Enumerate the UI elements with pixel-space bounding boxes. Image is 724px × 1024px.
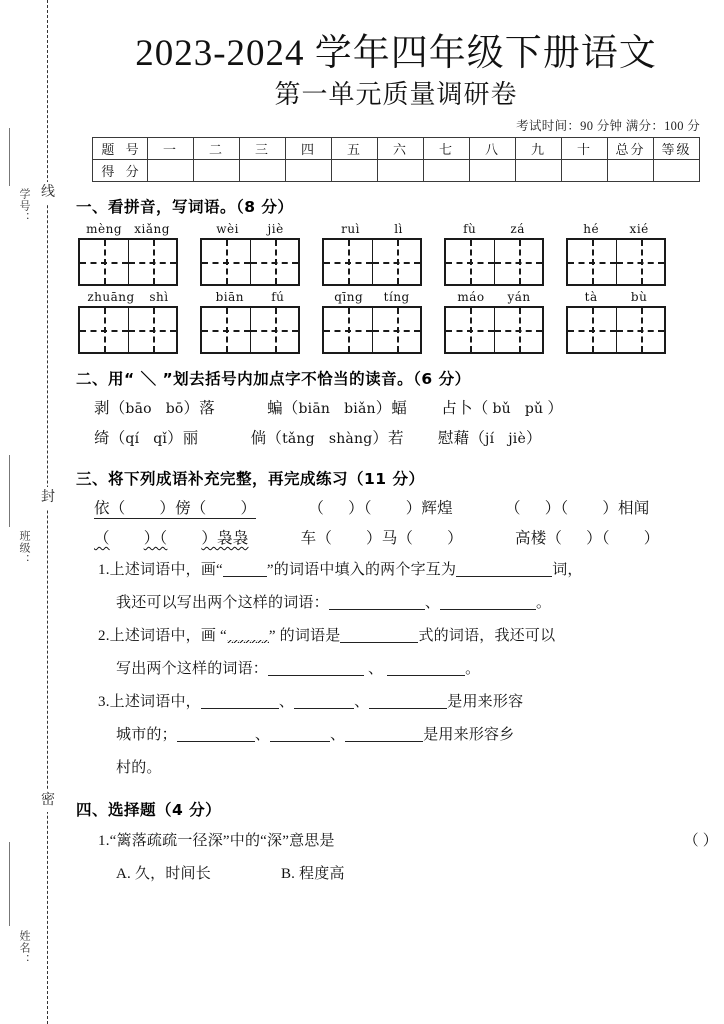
pinyin-text-ruili [322,222,422,237]
tianzige-box[interactable] [78,238,178,286]
tianzige-box[interactable] [566,238,666,286]
sub-question-text: 是用来形容乡 [423,727,515,743]
class-label: 班级： [18,530,30,566]
tianzige-cell[interactable] [372,240,420,284]
item-pre: 占卜（ [441,400,493,417]
tianzige-cell[interactable] [250,240,298,284]
pinyin-syllable: mèng [86,222,122,236]
pinyin-item-weijie [200,222,300,286]
tianzige-cell[interactable] [372,308,420,352]
sub-question-1-line-1 [98,554,724,587]
sub-question-number: 3. [98,694,110,710]
score-cell-2[interactable] [194,160,240,182]
page-subtitle: 第一单元质量调研卷 [274,80,518,109]
pinyin-syllable: zhuāng [87,290,135,304]
score-cell-grade[interactable] [654,160,700,182]
tianzige-cell[interactable] [324,308,372,352]
pinyin-syllable: fú [271,290,285,304]
sub-question-text: ” 的词语是 [268,628,341,644]
choice-question-number: 1. [98,833,110,849]
tianzige-cell[interactable] [494,240,542,284]
reading-option-b[interactable]: jiè [508,431,526,447]
tianzige-cell[interactable] [324,240,372,284]
option-a[interactable]: A. 久，时间长 [116,866,211,882]
pinyin-item-bianfu [200,290,300,354]
item-post: ） [525,430,542,447]
tianzige-box[interactable] [78,306,178,354]
item-pre: 蝙（ [267,400,299,417]
answer-blank[interactable] [177,726,255,742]
answer-blank[interactable] [340,627,418,643]
answer-blank[interactable] [268,660,364,676]
pinyin-syllable: biān [215,290,244,304]
idiom-part: ）（ [586,530,610,547]
tianzige-cell[interactable] [616,240,664,284]
tianzige-cell[interactable] [128,308,176,352]
seal-char-seal: 封 [39,487,57,509]
sub-question-text: 上述词语中，画 “ [109,628,227,644]
sub-question-2-line-1 [98,620,724,653]
pinyin-text-bianfu [200,290,300,305]
idiom-part: ）傍（ [159,500,207,517]
col-header-grade: 等级 [654,138,700,160]
pinyin-text-qingting [322,290,422,305]
tianzige-box[interactable] [566,306,666,354]
score-cell-7[interactable] [424,160,470,182]
item-post: ）蝠 [375,400,408,417]
pinyin-text-hexie [566,222,666,237]
tianzige-cell[interactable] [494,308,542,352]
pinyin-syllable: xiǎng [134,222,170,236]
sub-question-3-line-1 [98,686,724,719]
reading-option-b[interactable]: biǎn [344,401,376,417]
score-cell-1[interactable] [148,160,194,182]
pinyin-text-fuza [444,222,544,237]
sub-question-text: 我还可以写出两个这样的词语： [116,595,329,611]
exam-info-line: 考试时间：90 分钟 满分：100 分 [516,119,700,133]
row-label-score: 得 分 [93,160,148,182]
table-row-scores [93,160,700,182]
col-header-2: 二 [194,138,240,160]
idiom-underlined-wavy[interactable] [94,530,248,547]
pinyin-row-1 [78,222,724,286]
pinyin-syllable: xié [629,222,649,236]
col-header-7: 七 [424,138,470,160]
section-4-heading: 四、选择题（4 分） [76,801,222,819]
pronunciation-item[interactable] [438,430,542,447]
pinyin-item-fuza [444,222,544,286]
col-header-3: 三 [240,138,286,160]
pinyin-syllable: zá [510,222,525,236]
section-2-heading: 二、用“ ＼ ”划去括号内加点字不恰当的读音。（6 分） [76,370,471,388]
idiom-part: ）（ [544,500,569,517]
sub-question-text: 写出两个这样的词语： [116,661,269,677]
tianzige-cell[interactable] [202,308,250,352]
score-cell-total[interactable] [608,160,654,182]
pinyin-syllable: hé [583,222,600,236]
reading-option-a[interactable]: qí [125,431,140,447]
seal-dashed-line [47,0,48,1024]
pinyin-text-weijie [200,222,300,237]
idiom-part: ） [240,500,257,517]
pinyin-syllable: wèi [216,222,239,236]
pinyin-writing-block [78,222,724,354]
score-table [92,137,700,182]
pinyin-item-qingting [322,290,422,354]
tianzige-cell[interactable] [250,308,298,352]
tianzige-box[interactable] [444,306,544,354]
tianzige-box[interactable] [200,238,300,286]
score-cell-8[interactable] [470,160,516,182]
separator: 、 [278,694,295,710]
choice-question-1-options [116,858,724,891]
section-1-heading: 一、看拼音，写词语。（8 分） [76,198,294,216]
pronunciation-item[interactable] [94,400,215,417]
tianzige-cell[interactable] [80,240,128,284]
pronunciation-item[interactable] [267,400,407,417]
reading-option-a[interactable]: bāo [125,401,152,417]
score-cell-9[interactable] [516,160,562,182]
pinyin-syllable: tà [584,290,598,304]
tianzige-cell[interactable] [568,240,616,284]
idiom-part: （ [308,500,325,517]
page-title: 2023-2024 学年四年级下册语文 [135,33,657,74]
sub-question-3-line-2 [116,719,724,752]
idiom-part: （ [505,500,521,517]
col-header-1: 一 [148,138,194,160]
pinyin-text-mengxiang [78,222,178,237]
reading-option-b[interactable]: bō [165,401,184,417]
idiom-part: ）（ [348,500,372,517]
col-header-8: 八 [470,138,516,160]
item-pre: 剥（ [94,400,126,417]
idiom-row-1 [94,494,724,524]
answer-blank[interactable] [440,594,536,610]
pronunciation-item[interactable] [251,430,404,447]
pinyin-item-ruili [322,222,422,286]
separator: 、 [354,694,370,710]
reading-option-b[interactable]: pǔ [524,401,544,417]
item-post: ） [543,400,564,417]
reading-option-a[interactable]: tǎng [282,431,315,447]
pinyin-syllable: shì [149,290,169,304]
class-rule [9,455,10,527]
item-post: ）若 [372,430,404,447]
seal-margin-area [0,0,68,1024]
idiom-chemahe[interactable] [301,530,463,547]
sub-question-text: 。 [465,661,481,677]
seal-char-secret: 密 [39,790,57,812]
idiom-part: 依（ [94,500,126,517]
student-id-rule [9,128,10,186]
pinyin-text-maoyan [444,290,544,305]
answer-blank[interactable] [294,693,354,709]
sub-question-number: 2. [98,628,110,644]
seal-char-line: 线 [39,182,57,204]
tianzige-box[interactable] [322,306,422,354]
score-cell-4[interactable] [286,160,332,182]
sub-question-text: 上述词语中， [109,694,201,710]
score-cell-10[interactable] [562,160,608,182]
score-cell-3[interactable] [240,160,286,182]
answer-blank[interactable] [345,726,423,742]
exam-paper-body [68,0,724,1024]
item-pre: 倘（ [250,430,283,447]
pinyin-item-tabu [566,290,666,354]
tianzige-cell[interactable] [80,308,128,352]
separator: 、 [330,727,346,743]
answer-blank[interactable] [387,660,465,676]
idiom-gaolou[interactable] [515,530,659,547]
pinyin-syllable: ruì [341,222,360,236]
col-header-4: 四 [286,138,332,160]
quoted-wavy-line [227,629,269,643]
section-3-heading: 三、将下列成语补充完整，再完成练习（11 分） [76,470,425,488]
idiom-part: 高楼（ [515,530,563,547]
reading-option-b[interactable]: qǐ [153,431,168,447]
table-row-question-numbers [93,138,700,160]
idiom-part: ）马（ [366,530,414,547]
idiom-part: （ [94,530,110,547]
separator: 、 [254,727,271,743]
student-id-label: 学号： [18,188,30,224]
name-label: 姓名： [18,930,30,966]
idiom-part: 车（ [300,530,333,547]
reading-option-a[interactable]: jí [485,431,495,447]
tianzige-cell[interactable] [616,308,664,352]
pinyin-syllable: yán [507,290,531,304]
sub-question-text: 城市的； [116,727,177,743]
reading-option-a[interactable]: biān [298,401,331,417]
reading-option-b[interactable]: shàng [328,431,373,447]
idiom-xiangwen[interactable] [505,500,649,517]
student-id-field[interactable] [14,188,34,229]
answer-blank[interactable] [456,561,552,577]
tianzige-box[interactable] [200,306,300,354]
sub-question-1-line-2 [116,587,724,620]
name-field[interactable] [14,930,34,971]
pronunciation-item[interactable] [94,430,199,447]
col-header-9: 九 [516,138,562,160]
item-pre: 绮（ [94,430,126,447]
score-cell-6[interactable] [378,160,424,182]
name-rule [9,842,10,926]
answer-blank[interactable] [270,726,330,742]
score-table-wrapper [92,137,700,182]
sub-question-text: 词， [552,562,583,578]
tianzige-cell[interactable] [568,308,616,352]
tianzige-box[interactable] [322,238,422,286]
sub-question-2-line-2 [116,653,724,686]
sub-question-text: 式的词语，我还可以 [418,628,556,644]
idiom-row-2 [94,524,724,554]
pinyin-syllable: lì [394,222,403,236]
choice-question-text: “篱落疏疏一径深”中的“深”意思是 [109,833,335,849]
sub-question-text: 。 [536,595,552,611]
answer-paren-box[interactable]: （ ） [683,833,718,849]
pinyin-syllable: fù [463,222,477,236]
pinyin-item-zhuangshi [78,290,178,354]
pinyin-item-hexie [566,222,666,286]
pinyin-syllable: jiè [267,222,284,236]
idiom-huihuang[interactable] [308,500,452,517]
sub-question-number: 1. [98,562,110,578]
pinyin-item-mengxiang [78,222,178,286]
col-header-6: 六 [378,138,424,160]
reading-option-a[interactable]: bǔ [492,401,511,417]
pinyin-item-maoyan [444,290,544,354]
col-header-10: 十 [562,138,608,160]
idiom-part: ） [643,530,660,547]
tianzige-cell[interactable] [202,240,250,284]
idiom-part: ） [447,530,463,547]
sub-question-text: 、 [364,661,388,677]
tianzige-box[interactable] [444,238,544,286]
sub-question-text: 、 [424,595,441,611]
answer-blank[interactable] [329,594,425,610]
sub-question-text: 是用来形容 [447,694,524,710]
col-header-total: 总分 [608,138,654,160]
idiom-part: ）辉煌 [405,500,453,517]
pinyin-text-tabu [566,290,666,305]
item-post: ）丽 [167,430,199,447]
answer-blank[interactable] [369,693,447,709]
class-field[interactable] [14,530,34,571]
answer-blank[interactable] [201,693,279,709]
pinyin-syllable: qīng [334,290,364,304]
tianzige-cell[interactable] [128,240,176,284]
idiom-part: ）（ [143,530,168,547]
sub-question-3-line-3: 村的。 [116,760,162,776]
pronunciation-row-1 [94,394,724,424]
row-label-question-number: 题 号 [93,138,148,160]
col-header-5: 五 [332,138,378,160]
idiom-part: ）袅袅 [201,530,249,547]
pinyin-text-zhuangshi [78,290,178,305]
pinyin-row-2 [78,290,724,354]
sub-question-text: ”的词语中填入的两个字互为 [266,562,457,578]
choice-question-1-stem [98,825,724,858]
pronunciation-item[interactable] [441,400,563,417]
idiom-underlined-solid[interactable] [94,500,256,519]
item-post: ）落 [183,400,215,417]
pinyin-syllable: máo [457,290,485,304]
score-cell-5[interactable] [332,160,378,182]
tianzige-cell[interactable] [446,308,494,352]
idiom-part: ）相闻 [602,500,650,517]
pinyin-syllable: tíng [383,290,410,304]
pronunciation-row-2 [94,424,724,454]
tianzige-cell[interactable] [446,240,494,284]
option-b[interactable]: B. 程度高 [280,866,345,882]
sub-question-text: 上述词语中，画“ [109,562,223,578]
item-pre: 慰藉（ [437,430,486,447]
quoted-solid-line [223,562,267,577]
pinyin-syllable: bù [630,290,648,304]
